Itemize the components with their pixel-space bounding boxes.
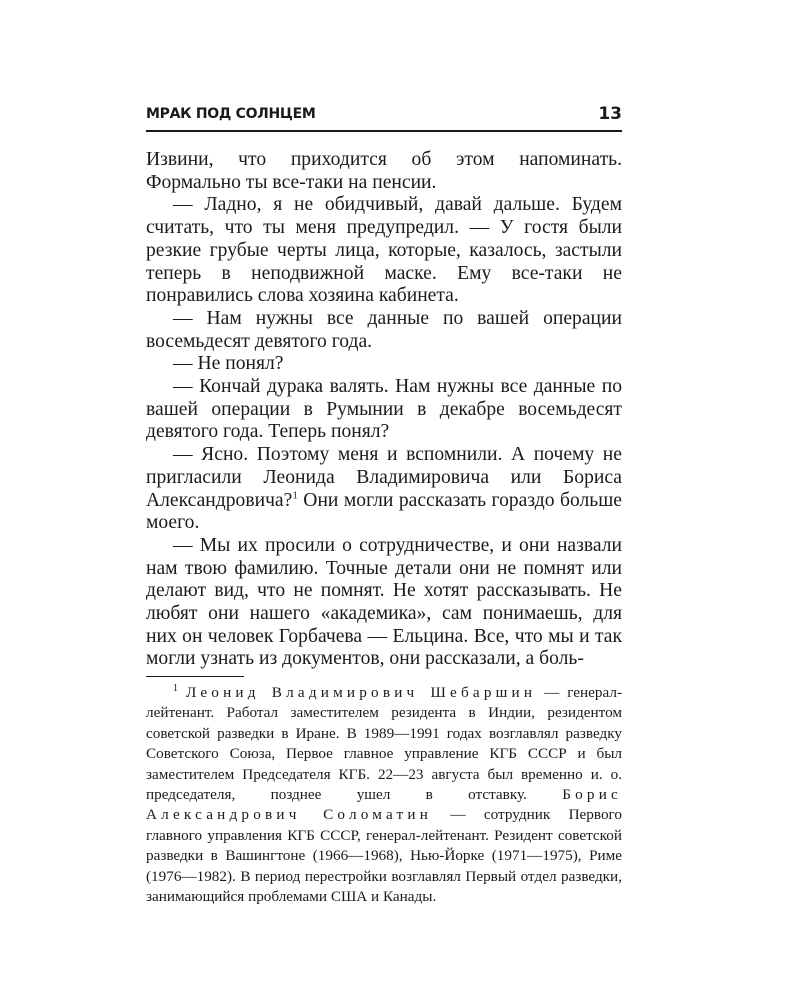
page-number: 13 [598, 104, 622, 124]
footnote-name-2: Борис Александрович Соломатин [146, 786, 622, 824]
paragraph-4: — Не понял? [173, 353, 284, 375]
paragraph-5: — Кончай дурака валять. Нам нужны все данные по вашей операции в Румынии в декабре восемьдесят девятого года. Теперь понял? [146, 376, 622, 443]
paragraph-7: — Мы их просили о сотрудничестве, и они назвали нам твою фамилию. Точные детали они не помнят или делают вид, что не помнят. Не хотят рассказывать. Не любят они нашего «академика», сам понимаешь, для них он человек Горбачева — Ельцина. Все, что мы и так могли узнать из документов, они рассказали, а боль- [146, 534, 622, 670]
footnote-name-1: Леонид Владимирович Шебаршин [185, 684, 537, 701]
main-text [146, 149, 622, 671]
running-header [146, 104, 622, 132]
footnote-text-2: — сотрудник Первого главного управления КГБ СССР, генерал-лейтенант. Резидент советской разведки в Вашингтоне (1966—1968), Нью-Йорке (1971—1975), Риме (1976—1982). В период перестройки возглавлял Первый отдел разведки, занимающийся проблемами США и Канады. [146, 806, 622, 906]
footnote-mark: 1 [173, 682, 178, 694]
paragraph-2: — Ладно, я не обидчивый, давай дальше. Будем считать, что ты меня предупредил. — У гостя были резкие грубые черты лица, которые, казалось, застыли теперь в неподвижной маске. Ему все-таки не понравились слова хозяина кабинета. [146, 194, 622, 307]
footnote-divider [146, 676, 244, 677]
footnote [146, 683, 622, 907]
paragraph-3: — Нам нужны все данные по вашей операции восемьдесят девятого года. [146, 307, 622, 352]
running-title: МРАК ПОД СОЛНЦЕМ [146, 106, 316, 122]
paragraph-6-start: — Ясно. Поэтому меня и вспомнили. А почему не пригласили Леонида Владимировича или Бориса Александровича? [146, 444, 622, 511]
paragraph-1: Извини, что приходится об этом напоминать. Формально ты все-таки на пенсии. [146, 149, 622, 193]
footnote-reference: 1 [292, 489, 298, 502]
paragraph-6-end: Они могли рассказать гораздо больше моего. [146, 489, 622, 534]
footnote-paragraph [146, 683, 622, 907]
footnote-text-1: — генерал-лейтенант. Работал заместителем резидента в Индии, резидентом советской разведки в Иране. В 1989—1991 годах возглавлял разведку Советского Союза, Первое главное управление КГБ СССР и был заместителем Председателя КГБ. 22—23 августа был временно и. о. председателя, позднее ушел в отставку. [146, 684, 623, 804]
paragraph-6 [146, 444, 622, 535]
